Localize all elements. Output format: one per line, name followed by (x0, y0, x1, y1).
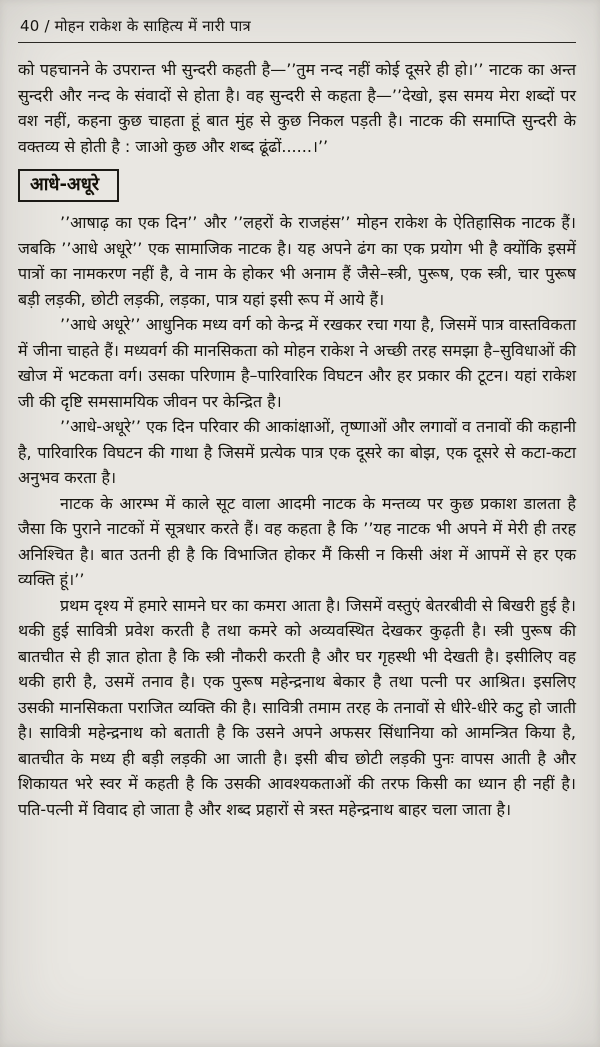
header-divider (18, 42, 576, 43)
page-body (18, 57, 576, 822)
intro-paragraph: को पहचानने के उपरान्त भी सुन्दरी कहती है—’’तुम नन्द नहीं कोई दूसरे ही हो।’’ नाटक का अन्त सुन्दरी और नन्द के संवादों से होता है। वह सुन्दरी से कहता है—’’देखो, इस समय मेरा शब्दों पर वश नहीं, कहना कुछ चाहता हूं बात मुंह से कुछ निकल पड़ती है। नाटक की समाप्ति सुन्दरी के वक्तव्य से होती है : जाओ कुछ और शब्द ढूंढों......।’’ (18, 60, 576, 156)
section-paragraph: नाटक के आरम्भ में काले सूट वाला आदमी नाटक के मन्तव्य पर कुछ प्रकाश डालता है जैसा कि पुराने नाटकों में सूत्रधार करते हैं। वह कहता है कि ’’यह नाटक भी अपने में मेरी ही तरह अनिश्चित है। बात उतनी ही है कि विभाजित होकर मैं किसी न किसी अंश में आपमें से हर एक व्यक्ति हूं।’’ (18, 493, 576, 589)
running-header: 40 / मोहन राकेश के साहित्य में नारी पात्र (20, 17, 251, 35)
section-paragraph: ’’आधे-अधूरे’’ एक दिन परिवार की आकांक्षाओं, तृष्णाओं और लगावों व तनावों की कहानी है, पारिवारिक विघटन की गाथा है जिसमें प्रत्येक पात्र एक दूसरे का बोझ, एक दूसरे से कटा-कटा अनुभव करता है। (18, 417, 576, 487)
section-paragraph: प्रथम दृश्य में हमारे सामने घर का कमरा आता है। जिसमें वस्तुएं बेतरबीवी से बिखरी हुई है। थकी हुई सावित्री प्रवेश करती है तथा कमरे को अव्यवस्थित देखकर कुढ़ती है। स्त्री पुरूष की बातचीत से ही ज्ञात होता है कि स्त्री नौकरी करती है और घर गृहस्थी भी देखती है। इसीलिए वह थकी हारी है, उसमें तनाव है। एक पुरूष महेन्द्रनाथ बेकार है तथा पत्नी पर आश्रित। इसलिए उसकी मानसिकता पराजित व्यक्ति की है। सावित्री तमाम तरह के तनावों से धीरे-धीरे कटु हो जाती है। सावित्री महेन्द्रनाथ को बताती है कि उसने अपने अफसर सिंधानिया को आमन्त्रित किया है, बातचीत के मध्य ही बड़ी लड़की आ जाती है। इसी बीच छोटी लड़की पुनः वापस आती है और शिकायत भरे स्वर में कहती है कि उसकी आवश्यकताओं की तरफ किसी का ध्यान ही नहीं है। पति-पत्नी में विवाद हो जाता है और शब्द प्रहारों से त्रस्त महेन्द्रनाथ बाहर चला जाता है। (18, 595, 576, 819)
section-paragraph: ’’आधे अधूरे’’ आधुनिक मध्य वर्ग को केन्द्र में रखकर रचा गया है, जिसमें पात्र वास्तविकता में जीना चाहते हैं। मध्यवर्ग की मानसिकता को मोहन राकेश ने अच्छी तरह समझा है–सुविधाओं की खोज में भटकता वर्ग। उसका परिणाम है–पारिवारिक विघटन और हर प्रकार की टूटन। यहां राकेश जी की दृष्टि समसामयिक जीवन पर केन्द्रित है। (18, 315, 576, 411)
section-heading-wrap (18, 159, 576, 210)
section-heading: आधे-अधूरे (18, 169, 119, 202)
section-paragraph: ’’आषाढ़ का एक दिन’’ और ’’लहरों के राजहंस’’ मोहन राकेश के ऐतिहासिक नाटक हैं। जबकि ’’आधे अधूरे’’ एक सामाजिक नाटक है। यह अपने ढंग का एक प्रयोग भी है क्योंकि इसमें पात्रों का नामकरण नहीं है, वे नाम के होकर भी अनाम हैं जैसे–स्त्री, पुरूष, एक स्त्री, चार पुरूष बड़ी लड़की, छोटी लड़की, लड़का, पात्र यहां इसी रूप में आये हैं। (18, 213, 576, 309)
